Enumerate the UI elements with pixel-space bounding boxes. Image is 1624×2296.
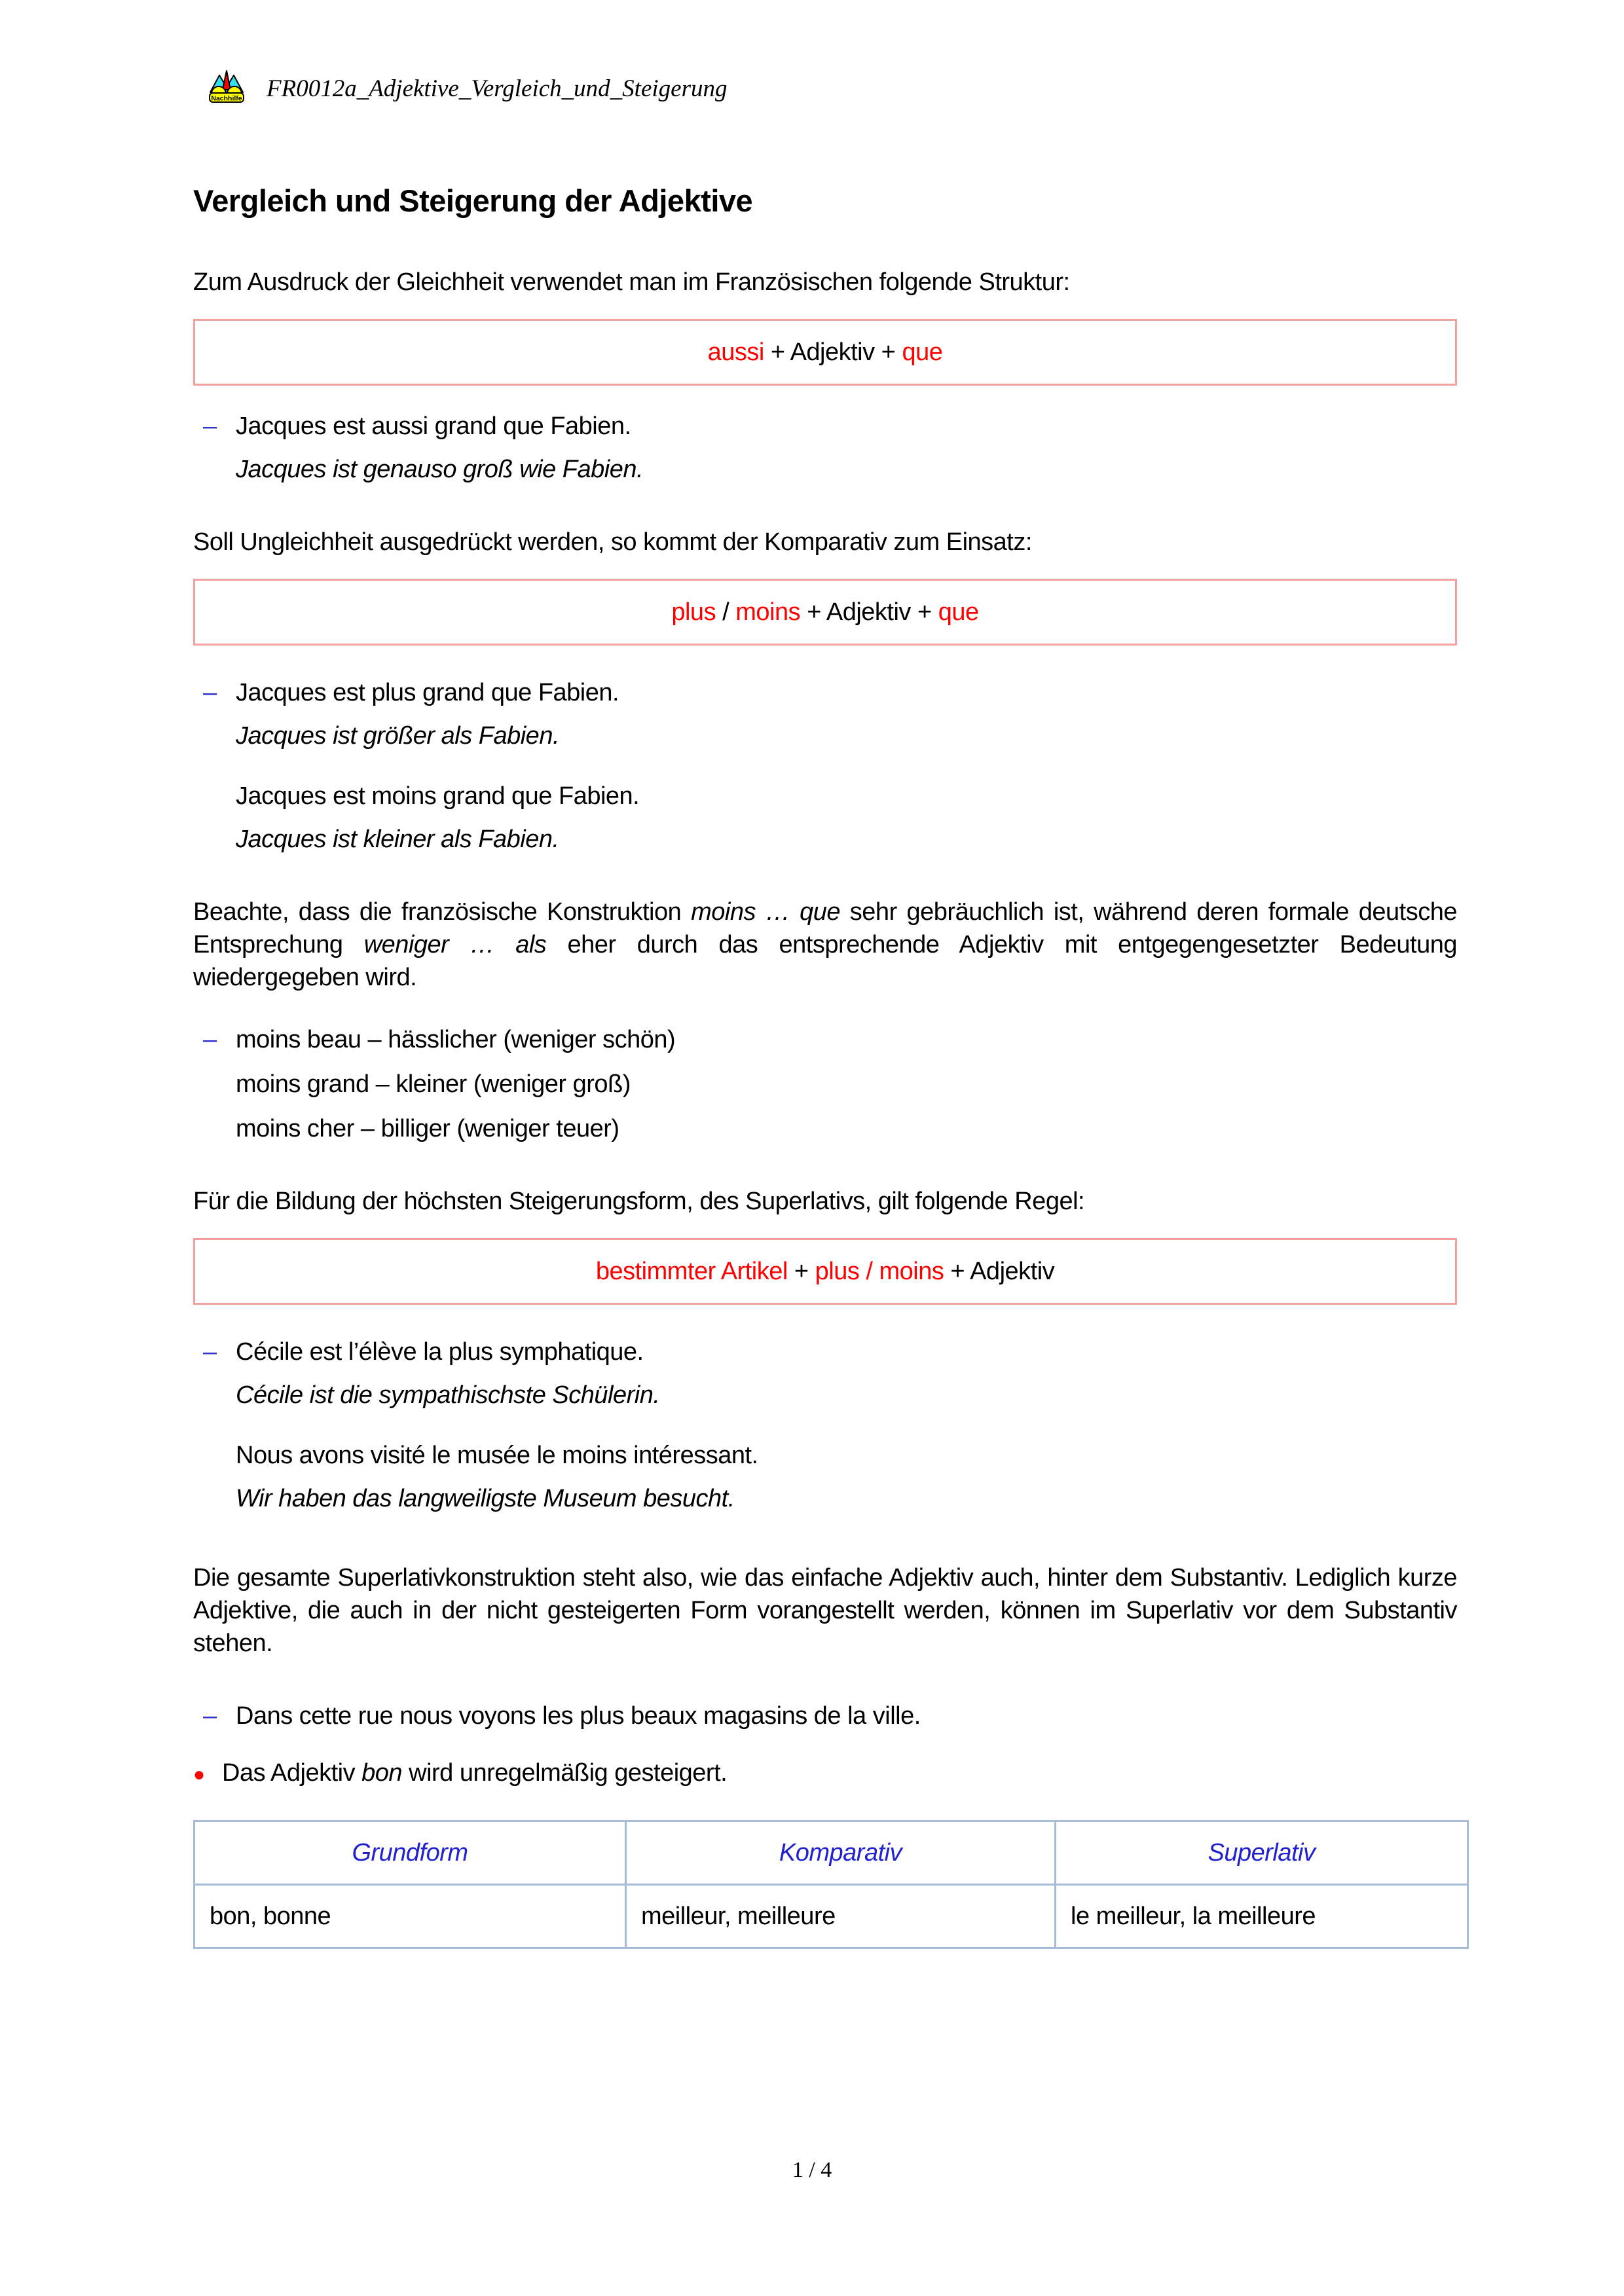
example-french-line (193, 1440, 1457, 1471)
list-item-text: moins grand – kleiner (weniger groß) (236, 1070, 631, 1098)
table-row (194, 1885, 1468, 1948)
note-seg5: eher durch das entsprechende Adjektiv mit entgegengesetzter Bedeutung wiedergegeben wird. (193, 931, 1457, 991)
example-german-line (193, 824, 1457, 855)
note-moins-paragraph (193, 896, 1457, 994)
list-item (193, 1068, 1457, 1100)
list-item-text: moins cher – billiger (weniger teuer) (236, 1115, 619, 1142)
examples-superlative (193, 1336, 1457, 1514)
example-german-text: Cécile ist die sympathischste Schülerin. (236, 1381, 660, 1409)
rule-superlative-plusmoins: plus / moins (815, 1257, 944, 1285)
table-header-row (194, 1821, 1468, 1885)
list-item (193, 1113, 1457, 1144)
example-german-line (193, 1379, 1457, 1411)
bon-note-seg2-italic: bon (361, 1759, 403, 1787)
example-equality (193, 410, 1457, 485)
example-pair (193, 677, 1457, 752)
rule-equality-mid: + Adjektiv + (764, 338, 902, 366)
example-pair (193, 1336, 1457, 1411)
examples-comparative (193, 677, 1457, 855)
rule-box-equality (193, 319, 1457, 386)
list-item-text: moins beau – hässlicher (weniger schön) (236, 1026, 676, 1053)
example-french-text: Dans cette rue nous voyons les plus beaux magasins de la ville. (236, 1702, 921, 1730)
rule-comparative-plus: plus (671, 598, 716, 626)
example-pair (193, 780, 1457, 855)
document-filename: FR0012a_Adjektive_Vergleich_und_Steigerung (267, 75, 728, 102)
rule-comparative-moins: moins (735, 598, 801, 626)
logo-text: Nachhilfe (211, 94, 242, 103)
bon-note-seg1: Das Adjektiv (222, 1759, 362, 1787)
note-seg4-italic: weniger … als (363, 931, 547, 958)
intro-paragraph: Zum Ausdruck der Gleichheit verwendet man im Französischen folgende Struktur: (193, 268, 1070, 296)
superlative-position-paragraph: Die gesamte Superlativkonstruktion steht also, wie das einfache Adjektiv auch, hinter dem Substantiv. Lediglich kurze Adjektive, die auch in der nicht gesteigerten Form vorangestellt werden, können im Superlativ vor dem Substantiv stehen. (193, 1564, 1457, 1657)
example-french-line (193, 1336, 1457, 1368)
rule-superlative-adjektiv: + Adjektiv (944, 1257, 1055, 1285)
rule-superlative-plus-sign: + (787, 1257, 815, 1285)
example-french-text: Nous avons visité le musée le moins intéressant. (236, 1442, 758, 1469)
rule-box-superlative (193, 1238, 1457, 1305)
example-german-line (193, 1483, 1457, 1514)
dash-bullet: – (203, 412, 217, 440)
list-item (193, 1024, 1457, 1055)
example-german-text: Wir haben das langweiligste Museum besucht. (236, 1485, 735, 1512)
example-french-line (193, 1700, 1457, 1732)
rule-comparative-que: que (938, 598, 979, 626)
note-seg2-italic: moins … que (691, 898, 840, 926)
example-french-line (193, 780, 1457, 812)
table-cell-grundform: bon, bonne (194, 1885, 626, 1948)
example-french-text: Jacques est moins grand que Fabien. (236, 782, 640, 810)
moins-examples-list (193, 1024, 1457, 1144)
example-german-line (193, 454, 1457, 485)
rule-box-comparative (193, 579, 1457, 646)
example-french-line (193, 677, 1457, 708)
dash-bullet: – (203, 679, 217, 706)
dash-bullet: – (203, 1026, 217, 1053)
example-french-line (193, 410, 1457, 442)
document-content (193, 0, 1457, 1949)
example-german-text: Jacques ist genauso groß wie Fabien. (236, 456, 644, 483)
example-french-text: Jacques est plus grand que Fabien. (236, 679, 619, 706)
dash-bullet: – (203, 1702, 217, 1730)
note-seg1: Beachte, dass die französische Konstruktion (193, 898, 692, 926)
example-position (193, 1700, 1457, 1732)
page-title: Vergleich und Steigerung der Adjektive (193, 183, 753, 218)
example-french-text: Cécile est l’élève la plus symphatique. (236, 1338, 644, 1366)
example-german-text: Jacques ist kleiner als Fabien. (236, 826, 559, 853)
example-german-line (193, 720, 1457, 752)
dash-bullet: – (203, 1338, 217, 1366)
example-french-text: Jacques est aussi grand que Fabien. (236, 412, 631, 440)
superlative-rule-paragraph: Für die Bildung der höchsten Steigerungsform, des Superlativs, gilt folgende Regel: (193, 1188, 1085, 1215)
example-german-text: Jacques ist größer als Fabien. (236, 722, 560, 750)
rule-equality-aussi: aussi (707, 338, 764, 366)
rule-equality-que: que (902, 338, 943, 366)
table-cell-superlativ: le meilleur, la meilleure (1056, 1885, 1468, 1948)
table-header-superlativ: Superlativ (1056, 1821, 1468, 1885)
rule-comparative-slash: / (716, 598, 736, 626)
bon-comparison-table (193, 1820, 1469, 1949)
example-pair (193, 1440, 1457, 1514)
table-cell-komparativ: meilleur, meilleure (626, 1885, 1056, 1948)
note-seg3: sehr gebräuchlich ist, während deren formale deutsche Entsprechung (193, 898, 1458, 958)
rule-superlative-artikel: bestimmter Artikel (595, 1257, 788, 1285)
rule-comparative-mid: + Adjektiv + (800, 598, 938, 626)
bon-note-seg3: wird unregelmäßig gesteigert. (402, 1759, 728, 1787)
page-footer (0, 2158, 1624, 2183)
inequality-paragraph: Soll Ungleichheit ausgedrückt werden, so kommt der Komparativ zum Einsatz: (193, 528, 1032, 556)
table-header-komparativ: Komparativ (626, 1821, 1056, 1885)
page-number: 1 / 4 (792, 2158, 832, 2182)
bon-note (193, 1757, 1457, 1789)
table-header-grundform: Grundform (194, 1821, 626, 1885)
red-dot-bullet: ● (193, 1764, 205, 1785)
